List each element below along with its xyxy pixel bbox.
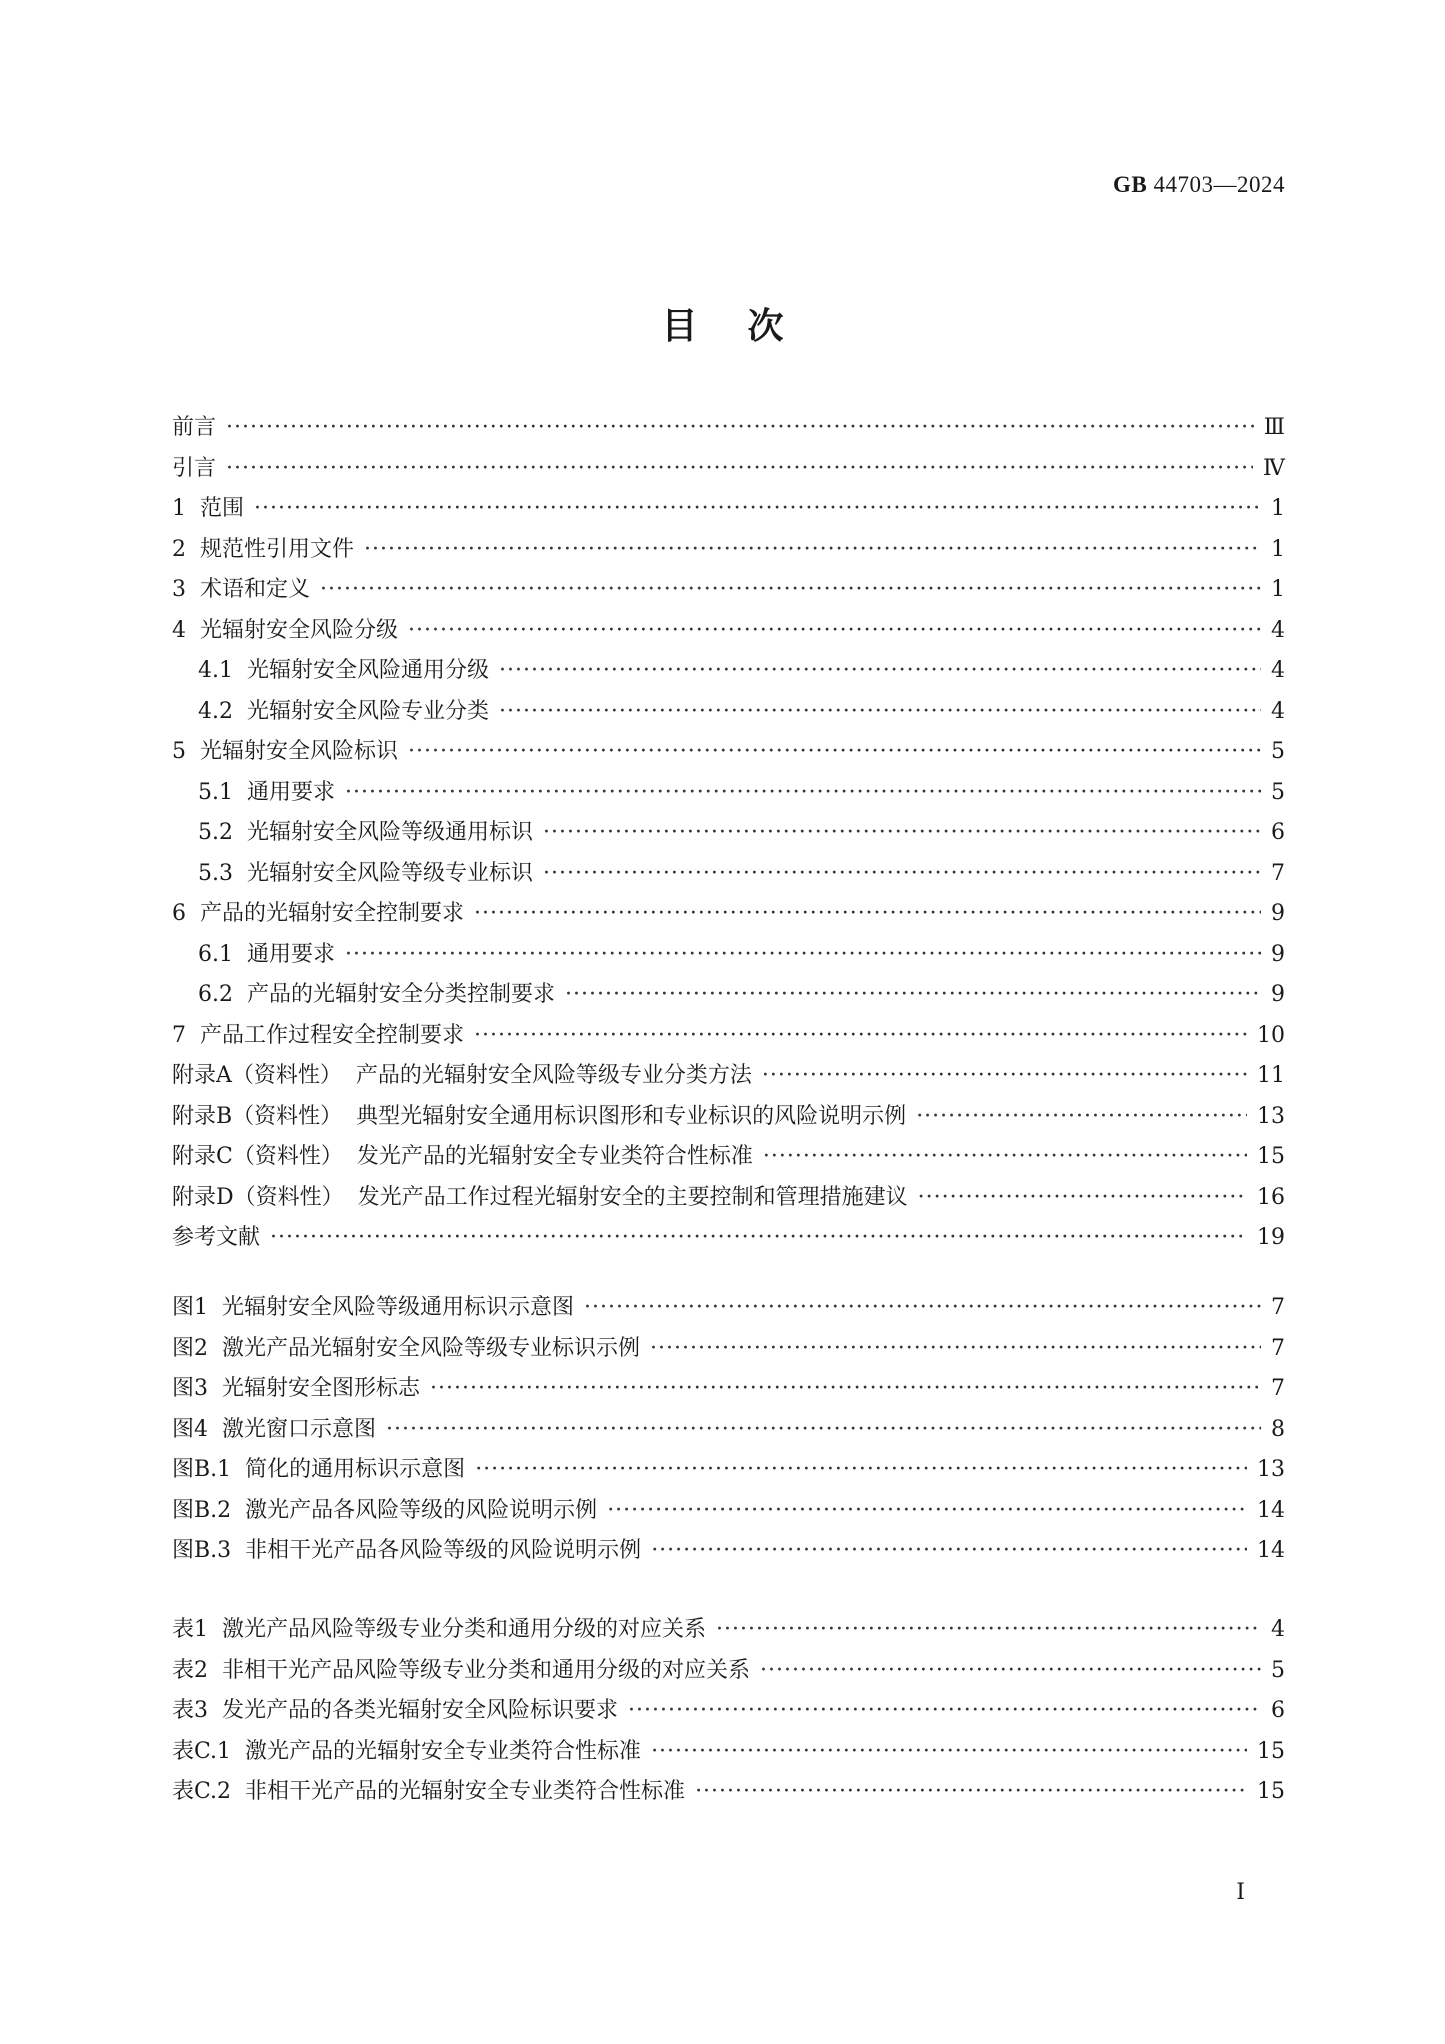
toc-entry-number: 6	[172, 901, 186, 926]
toc-entry[interactable]	[172, 1018, 1285, 1059]
toc-entry-number: 表3	[172, 1698, 208, 1723]
toc-entry[interactable]	[172, 1099, 1285, 1140]
standard-number: 44703—2024	[1153, 172, 1285, 197]
toc-entry-page: 5	[1271, 1657, 1285, 1683]
toc-entry[interactable]	[172, 1290, 1285, 1331]
toc-entry-label: 发光产品的各类光辐射安全风险标识要求	[222, 1698, 619, 1723]
toc-entry-page: 6	[1271, 1698, 1285, 1723]
dot-leader	[226, 415, 1254, 440]
toc-entry-page: 10	[1257, 1022, 1285, 1048]
toc-entry-number: 表1	[172, 1617, 208, 1642]
toc-entry-label: 光辐射安全风险通用分级	[247, 658, 490, 683]
toc-entry[interactable]	[172, 1058, 1285, 1099]
page-title: 目次	[661, 306, 834, 347]
toc-entry-page: 7	[1271, 1376, 1285, 1401]
toc-entry-number: 附录D（资料性）	[172, 1184, 344, 1210]
dot-leader	[762, 1063, 1247, 1088]
toc-entry-page: 5	[1271, 739, 1285, 764]
toc-entry-label: 典型光辐射安全通用标识图形和专业标识的风险说明示例	[356, 1103, 907, 1129]
toc-entry-page: 1	[1271, 577, 1285, 602]
toc-entry-number: 图B.1	[172, 1457, 232, 1482]
toc-entry-number: 1	[172, 496, 186, 521]
toc-entry-page: 15	[1257, 1144, 1285, 1169]
toc-entry-page: 9	[1271, 941, 1285, 967]
toc-entry-label: 光辐射安全图形标志	[222, 1376, 421, 1401]
toc-entry-label: 发光产品的光辐射安全专业类符合性标准	[356, 1144, 753, 1169]
dot-leader	[474, 901, 1261, 926]
dot-leader	[430, 1376, 1261, 1401]
dot-leader	[584, 1295, 1261, 1320]
toc-entry-number: 图B.3	[172, 1538, 232, 1563]
page-number: I	[1236, 1880, 1245, 1905]
toc-entry-number: 附录A（资料性）	[172, 1063, 342, 1088]
toc-entry[interactable]	[172, 572, 1285, 613]
dot-leader	[695, 1779, 1247, 1804]
toc-entry-page: 14	[1257, 1497, 1285, 1523]
toc-entry-page: 15	[1257, 1779, 1285, 1804]
toc-entry-label: 激光产品的光辐射安全专业类符合性标准	[245, 1738, 642, 1764]
toc-entry-label: 通用要求	[247, 779, 336, 805]
toc-entry[interactable]	[172, 896, 1285, 937]
toc-entry-number: 2	[172, 536, 186, 562]
toc-figures	[172, 1290, 1285, 1574]
toc-entry[interactable]	[172, 1734, 1285, 1775]
toc-entry-page: 1	[1271, 536, 1285, 562]
toc-entry[interactable]	[172, 532, 1285, 573]
toc-entry[interactable]	[172, 937, 1285, 978]
toc-entry-page: 11	[1257, 1063, 1285, 1088]
dot-leader	[918, 1185, 1247, 1210]
toc-entry-page: 15	[1257, 1738, 1285, 1764]
dot-leader	[226, 456, 1253, 481]
toc-entry-page: 7	[1271, 1295, 1285, 1320]
toc-entry[interactable]	[172, 1693, 1285, 1734]
toc-entry-number: 6.2	[198, 982, 233, 1007]
toc-entry-number: 表C.2	[172, 1779, 232, 1804]
dot-leader	[254, 496, 1261, 521]
toc-entry[interactable]	[172, 491, 1285, 532]
dot-leader	[345, 942, 1261, 967]
toc-entry-label: 产品的光辐射安全控制要求	[200, 901, 465, 926]
dot-leader	[345, 780, 1261, 805]
dot-leader	[607, 1498, 1247, 1523]
toc-entry[interactable]	[172, 1493, 1285, 1534]
toc-entry-number: 表2	[172, 1657, 208, 1683]
toc-entry-page: 7	[1271, 1335, 1285, 1361]
toc-entry-number: 4.2	[198, 698, 233, 724]
toc-entry-label: 通用要求	[247, 941, 336, 967]
toc-entry-number: 附录B（资料性）	[172, 1103, 343, 1129]
dot-leader	[320, 577, 1261, 602]
toc-entry-number: 7	[172, 1022, 186, 1048]
toc-entry-label: 光辐射安全风险等级通用标识	[247, 820, 534, 845]
dot-leader	[916, 1104, 1247, 1129]
toc-entry[interactable]	[172, 1412, 1285, 1453]
toc-entry-number: 4	[172, 617, 186, 643]
toc-entry-number: 6.1	[198, 941, 233, 967]
toc-entry-label: 引言	[172, 455, 217, 481]
toc-entry-page: 4	[1271, 698, 1285, 724]
toc-entry[interactable]	[172, 815, 1285, 856]
dot-leader	[386, 1417, 1261, 1442]
dot-leader	[651, 1739, 1247, 1764]
dot-leader	[364, 537, 1261, 562]
toc-entry-label: 范围	[200, 496, 245, 521]
toc-entry-number: 图2	[172, 1335, 208, 1361]
toc-entry-number: 附录C（资料性）	[172, 1144, 343, 1169]
dot-leader	[760, 1658, 1261, 1683]
toc-entry[interactable]	[172, 1180, 1285, 1221]
toc-entry-number: 3	[172, 577, 186, 602]
toc-entry-number: 4.1	[198, 658, 233, 683]
toc-entry[interactable]	[172, 734, 1285, 775]
toc-entry-page: 4	[1271, 658, 1285, 683]
toc-entry[interactable]	[172, 613, 1285, 654]
toc-entry-page: 13	[1257, 1103, 1285, 1129]
toc-entry-label: 产品的光辐射安全风险等级专业分类方法	[355, 1063, 752, 1088]
toc-entry[interactable]	[172, 1371, 1285, 1412]
dot-leader	[408, 618, 1261, 643]
dot-leader	[270, 1225, 1247, 1250]
toc-entry-page: 13	[1257, 1457, 1285, 1482]
toc-entry-label: 产品工作过程安全控制要求	[200, 1022, 465, 1048]
toc-entry[interactable]	[172, 1452, 1285, 1493]
toc-entry-page: Ⅲ	[1263, 415, 1285, 440]
toc-entry[interactable]	[172, 1220, 1285, 1261]
toc-entry-page: 9	[1271, 901, 1285, 926]
toc-entry-page: 4	[1271, 1617, 1285, 1642]
toc-entry[interactable]	[172, 1533, 1285, 1574]
toc-entry[interactable]	[172, 1612, 1285, 1653]
toc-entry-label: 非相干光产品的光辐射安全专业类符合性标准	[245, 1779, 686, 1804]
toc-entry[interactable]	[172, 1139, 1285, 1180]
toc-entry-page: Ⅳ	[1263, 455, 1285, 481]
dot-leader	[408, 739, 1261, 764]
toc-entry-number: 5.2	[198, 820, 233, 845]
toc-entry-label: 光辐射安全风险标识	[200, 739, 399, 764]
toc-entry-page: 8	[1271, 1416, 1285, 1442]
dot-leader	[474, 1023, 1247, 1048]
toc-entry-page: 16	[1257, 1184, 1285, 1210]
toc-tables	[172, 1612, 1285, 1815]
standard-prefix: GB	[1113, 172, 1148, 197]
toc-entry-label: 非相干光产品风险等级专业分类和通用分级的对应关系	[222, 1657, 751, 1683]
dot-leader	[499, 699, 1261, 724]
toc-entry-label: 激光产品光辐射安全风险等级专业标识示例	[222, 1335, 641, 1361]
dot-leader	[543, 820, 1261, 845]
toc-entry[interactable]	[172, 856, 1285, 897]
toc-entry-label: 激光产品各风险等级的风险说明示例	[245, 1497, 598, 1523]
dot-leader	[650, 1336, 1261, 1361]
toc-entry[interactable]	[172, 1331, 1285, 1372]
toc-entry[interactable]	[172, 977, 1285, 1018]
toc-entry[interactable]	[172, 694, 1285, 735]
dot-leader	[499, 658, 1261, 683]
dot-leader	[565, 982, 1261, 1007]
toc-entry-label: 光辐射安全风险专业分类	[247, 698, 490, 724]
toc-entry-label: 激光产品风险等级专业分类和通用分级的对应关系	[222, 1617, 707, 1642]
toc-entry-number: 表C.1	[172, 1738, 232, 1764]
toc-entry-page: 4	[1271, 617, 1285, 643]
toc-entry-page: 7	[1271, 860, 1285, 886]
toc-entry-page: 14	[1257, 1538, 1285, 1563]
toc-entry-label: 非相干光产品各风险等级的风险说明示例	[245, 1538, 642, 1563]
toc-entry-number: 5.1	[198, 779, 233, 805]
toc-entry-page: 5	[1271, 779, 1285, 805]
toc-entry-page: 9	[1271, 982, 1285, 1007]
toc-entry-number: 图4	[172, 1416, 208, 1442]
document-number	[1113, 172, 1285, 198]
toc-entry-number: 5	[172, 739, 186, 764]
toc-entry-label: 术语和定义	[200, 577, 311, 602]
dot-leader	[651, 1538, 1247, 1563]
toc-entry-label: 参考文献	[172, 1225, 261, 1250]
toc-entry-page: 1	[1271, 496, 1285, 521]
toc-entry-label: 发光产品工作过程光辐射安全的主要控制和管理措施建议	[357, 1184, 908, 1210]
toc-entry[interactable]	[172, 1774, 1285, 1815]
toc-entry[interactable]	[172, 775, 1285, 816]
dot-leader	[763, 1144, 1247, 1169]
toc-entry-number: 5.3	[198, 860, 233, 886]
toc-entry-page: 6	[1271, 820, 1285, 845]
dot-leader	[716, 1617, 1261, 1642]
toc-entry-label: 光辐射安全风险等级专业标识	[247, 860, 534, 886]
toc-entry[interactable]	[172, 653, 1285, 694]
toc-sections	[172, 410, 1285, 1261]
toc-entry-page: 19	[1257, 1225, 1285, 1250]
toc-entry[interactable]	[172, 410, 1285, 451]
dot-leader	[475, 1457, 1247, 1482]
toc-entry-label: 光辐射安全风险分级	[200, 617, 399, 643]
toc-entry-label: 激光窗口示意图	[222, 1416, 377, 1442]
toc-entry-label: 产品的光辐射安全分类控制要求	[247, 982, 556, 1007]
toc-entry-number: 图B.2	[172, 1497, 232, 1523]
dot-leader	[543, 861, 1261, 886]
toc-entry-number: 图3	[172, 1376, 208, 1401]
toc-entry-label: 前言	[172, 415, 217, 440]
dot-leader	[628, 1698, 1261, 1723]
toc-entry-label: 规范性引用文件	[200, 536, 355, 562]
toc-entry-label: 光辐射安全风险等级通用标识示意图	[222, 1295, 575, 1320]
toc-entry[interactable]	[172, 451, 1285, 492]
toc-entry[interactable]	[172, 1653, 1285, 1694]
toc-entry-number: 图1	[172, 1295, 208, 1320]
toc-entry-label: 简化的通用标识示意图	[245, 1457, 466, 1482]
